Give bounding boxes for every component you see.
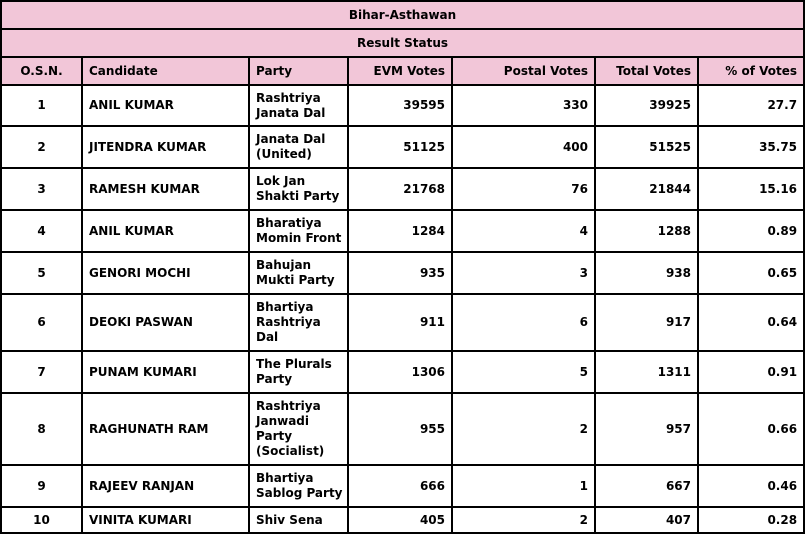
candidate-cell: JITENDRA KUMAR [82, 126, 249, 168]
osn-cell: 7 [1, 351, 82, 393]
postal-votes-cell: 330 [452, 85, 595, 126]
party-cell: Rashtriya Janata Dal [249, 85, 348, 126]
column-header-candidate: Candidate [82, 57, 249, 85]
percent-votes-cell: 0.66 [698, 393, 804, 465]
party-cell: Bhartiya Sablog Party [249, 465, 348, 507]
column-header-postal-votes: Postal Votes [452, 57, 595, 85]
osn-cell: 2 [1, 126, 82, 168]
osn-cell: 4 [1, 210, 82, 252]
total-votes-cell: 39925 [595, 85, 698, 126]
table-row [1, 465, 804, 507]
osn-cell: 3 [1, 168, 82, 210]
percent-votes-cell: 0.91 [698, 351, 804, 393]
total-votes-cell: 407 [595, 507, 698, 533]
postal-votes-cell: 6 [452, 294, 595, 351]
table-row [1, 168, 804, 210]
candidate-cell: PUNAM KUMARI [82, 351, 249, 393]
candidate-cell: GENORI MOCHI [82, 252, 249, 294]
candidate-cell: ANIL KUMAR [82, 85, 249, 126]
evm-votes-cell: 39595 [348, 85, 452, 126]
candidate-cell: DEOKI PASWAN [82, 294, 249, 351]
percent-votes-cell: 0.64 [698, 294, 804, 351]
table-subtitle: Result Status [1, 29, 804, 57]
table-row [1, 351, 804, 393]
osn-cell: 5 [1, 252, 82, 294]
percent-votes-cell: 27.7 [698, 85, 804, 126]
candidate-cell: RAGHUNATH RAM [82, 393, 249, 465]
total-votes-cell: 1311 [595, 351, 698, 393]
postal-votes-cell: 76 [452, 168, 595, 210]
table-row [1, 85, 804, 126]
party-cell: Janata Dal (United) [249, 126, 348, 168]
candidate-cell: RAJEEV RANJAN [82, 465, 249, 507]
percent-votes-cell: 35.75 [698, 126, 804, 168]
evm-votes-cell: 21768 [348, 168, 452, 210]
party-cell: The Plurals Party [249, 351, 348, 393]
column-header-osn: O.S.N. [1, 57, 82, 85]
postal-votes-cell: 5 [452, 351, 595, 393]
total-votes-cell: 957 [595, 393, 698, 465]
evm-votes-cell: 1284 [348, 210, 452, 252]
candidate-cell: ANIL KUMAR [82, 210, 249, 252]
percent-votes-cell: 0.65 [698, 252, 804, 294]
evm-votes-cell: 911 [348, 294, 452, 351]
table-row [1, 294, 804, 351]
osn-cell: 6 [1, 294, 82, 351]
table-row [1, 507, 804, 533]
table-row [1, 252, 804, 294]
total-votes-cell: 51525 [595, 126, 698, 168]
osn-cell: 10 [1, 507, 82, 533]
party-cell: Lok Jan Shakti Party [249, 168, 348, 210]
evm-votes-cell: 935 [348, 252, 452, 294]
party-cell: Bharatiya Momin Front [249, 210, 348, 252]
postal-votes-cell: 400 [452, 126, 595, 168]
total-votes-cell: 1288 [595, 210, 698, 252]
evm-votes-cell: 666 [348, 465, 452, 507]
postal-votes-cell: 2 [452, 507, 595, 533]
party-cell: Shiv Sena [249, 507, 348, 533]
percent-votes-cell: 15.16 [698, 168, 804, 210]
column-header-evm-votes: EVM Votes [348, 57, 452, 85]
osn-cell: 1 [1, 85, 82, 126]
percent-votes-cell: 0.46 [698, 465, 804, 507]
column-header-total-votes: Total Votes [595, 57, 698, 85]
total-votes-cell: 21844 [595, 168, 698, 210]
evm-votes-cell: 405 [348, 507, 452, 533]
percent-votes-cell: 0.28 [698, 507, 804, 533]
evm-votes-cell: 955 [348, 393, 452, 465]
evm-votes-cell: 1306 [348, 351, 452, 393]
table-title: Bihar-Asthawan [1, 1, 804, 29]
column-header-percent-votes: % of Votes [698, 57, 804, 85]
table-row [1, 210, 804, 252]
postal-votes-cell: 4 [452, 210, 595, 252]
candidate-cell: RAMESH KUMAR [82, 168, 249, 210]
party-cell: Bhartiya Rashtriya Dal [249, 294, 348, 351]
table-row [1, 126, 804, 168]
candidate-cell: VINITA KUMARI [82, 507, 249, 533]
total-votes-cell: 917 [595, 294, 698, 351]
column-header-party: Party [249, 57, 348, 85]
osn-cell: 8 [1, 393, 82, 465]
postal-votes-cell: 3 [452, 252, 595, 294]
table-row [1, 393, 804, 465]
percent-votes-cell: 0.89 [698, 210, 804, 252]
osn-cell: 9 [1, 465, 82, 507]
evm-votes-cell: 51125 [348, 126, 452, 168]
party-cell: Bahujan Mukti Party [249, 252, 348, 294]
total-votes-cell: 938 [595, 252, 698, 294]
postal-votes-cell: 2 [452, 393, 595, 465]
total-votes-cell: 667 [595, 465, 698, 507]
party-cell: Rashtriya Janwadi Party (Socialist) [249, 393, 348, 465]
postal-votes-cell: 1 [452, 465, 595, 507]
